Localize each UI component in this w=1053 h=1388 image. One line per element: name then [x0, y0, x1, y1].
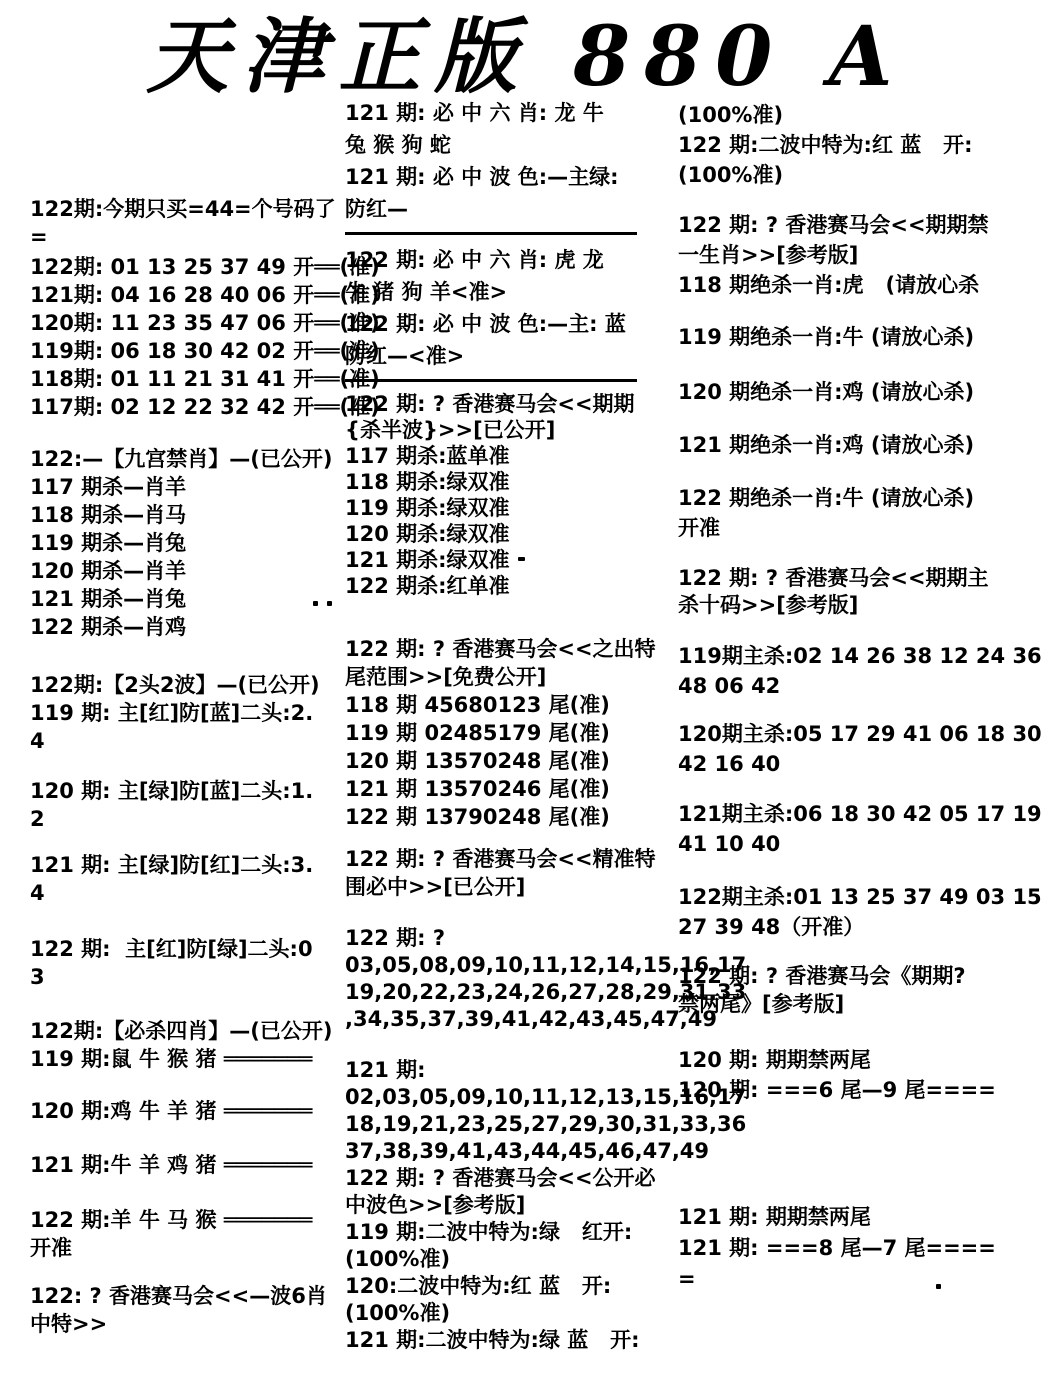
- section: [678, 719, 1053, 779]
- text-line: 120 期: ===6 尾—9 尾====: [678, 1078, 996, 1102]
- text-line: 122 期: ?: [345, 926, 446, 950]
- text-line: 122期: 01 13 25 37 49 开══(准): [30, 255, 380, 279]
- section: [30, 777, 344, 833]
- text-line: 02,03,05,09,10,11,12,13,15,16,17: [345, 1085, 747, 1109]
- section: [345, 1057, 747, 1165]
- text-line: 122 期: 必 中 六 肖: 虎 龙: [345, 248, 604, 272]
- text-line: 牛 猪 狗 羊<准>: [345, 280, 508, 304]
- text-line: 122期:【必杀四肖】—(已公开): [30, 1019, 333, 1043]
- section: [345, 1165, 656, 1354]
- text-line: 118期: 01 11 21 31 41 开══(准): [30, 367, 380, 391]
- text-line: 122:—【九宫禁肖】—(已公开): [30, 447, 333, 471]
- text-line: 尾范围>>[免费公开]: [345, 665, 547, 689]
- section: [30, 1206, 344, 1262]
- text-line: 117 期杀:蓝单准: [345, 444, 510, 468]
- text-line: 122 期:二波中特为:红 蓝 开:: [678, 133, 973, 157]
- text-line: 122期主杀:01 13 25 37 49 03 15: [678, 885, 1042, 909]
- text-line: 122: ? 香港赛马会<<—波6肖: [30, 1284, 327, 1308]
- text-line: 119 期 02485179 尾(准): [345, 721, 610, 745]
- section: [678, 565, 1053, 619]
- text-line: 121 期:二波中特为:绿 蓝 开:: [345, 1328, 640, 1352]
- text-line: 119期主杀:02 14 26 38 12 24 36: [678, 644, 1042, 668]
- ink-speck: [313, 601, 318, 606]
- text-line: 122期:今期只买=44=个号码了: [30, 197, 336, 221]
- section: [678, 483, 1053, 543]
- text-line: 121 期: 主[绿]防[红]二头:3.: [30, 853, 314, 877]
- text-line: =: [678, 1267, 696, 1291]
- text-line: 118 期绝杀一肖:虎 (请放心杀: [678, 273, 980, 297]
- text-line: 121 期: 必 中 六 肖: 龙 牛: [345, 101, 604, 125]
- text-line: 118 期杀—肖马: [30, 503, 187, 527]
- text-line: (100%准): [678, 163, 784, 187]
- section: [30, 445, 344, 641]
- text-line: 48 06 42: [678, 674, 781, 698]
- text-line: {杀半波}>>[已公开]: [345, 418, 556, 442]
- text-line: 杀十码>>[参考版]: [678, 593, 859, 617]
- text-line: 开准: [678, 516, 720, 540]
- text-line: 117 期杀—肖羊: [30, 475, 187, 499]
- section: [345, 925, 747, 1033]
- text-line: 122 期: ? 香港赛马会<<精准特: [345, 847, 656, 871]
- right-column: [678, 100, 1053, 1295]
- text-line: 118 期杀:绿双准: [345, 470, 510, 494]
- text-line: 121 期:: [345, 1058, 426, 1082]
- text-line: 122 期杀:红单准: [345, 574, 510, 598]
- text-line: =: [30, 225, 48, 249]
- ink-speck: [327, 601, 332, 606]
- text-line: 121 期杀:绿双准: [345, 548, 510, 572]
- text-line: 121 期 13570246 尾(准): [345, 777, 610, 801]
- text-line: 119 期:二波中特为:绿 红开:: [345, 1220, 633, 1244]
- text-line: 122 期: 必 中 波 色:—主: 蓝: [345, 312, 626, 336]
- text-line: 3: [30, 965, 45, 989]
- text-line: 120期主杀:05 17 29 41 06 18 30: [678, 722, 1042, 746]
- text-line: 122 期绝杀一肖:牛 (请放心杀): [678, 486, 975, 510]
- text-line: 围必中>>[已公开]: [345, 875, 526, 899]
- section: [345, 635, 656, 831]
- text-line: 122 期: ? 香港赛马会<<之出特: [345, 637, 656, 661]
- text-line: 122 期: ? 香港赛马会<<期期主: [678, 566, 989, 590]
- text-line: 4: [30, 729, 45, 753]
- text-line: 42 16 40: [678, 752, 781, 776]
- section: [30, 1017, 344, 1073]
- text-line: 121 期绝杀一肖:鸡 (请放心杀): [678, 433, 975, 457]
- text-line: 122 期 13790248 尾(准): [345, 805, 610, 829]
- section: [30, 851, 344, 907]
- text-line: 121 期:牛 羊 鸡 猪 ═══════: [30, 1153, 313, 1177]
- section: [345, 97, 649, 225]
- section: [678, 641, 1053, 701]
- text-line: 119 期杀:绿双准: [345, 496, 510, 520]
- section: [30, 1282, 344, 1338]
- section: [678, 430, 1053, 460]
- section: [345, 391, 649, 599]
- text-line: 120 期杀:绿双准: [345, 522, 510, 546]
- text-line: 119 期: 主[红]防[蓝]二头:2.: [30, 701, 314, 725]
- text-line: 4: [30, 881, 45, 905]
- section: [678, 100, 1053, 190]
- text-line: 119 期:鼠 牛 猴 猪 ═══════: [30, 1047, 313, 1071]
- text-line: 122 期: ? 香港赛马会<<期期: [345, 392, 635, 416]
- section: [30, 671, 344, 755]
- text-line: 120:二波中特为:红 蓝 开:: [345, 1274, 612, 1298]
- text-line: 122 期: ? 香港赛马会《期期?: [678, 964, 966, 988]
- section: [30, 1151, 344, 1179]
- text-line: 122期:【2头2波】—(已公开): [30, 673, 320, 697]
- text-line: 防红—: [345, 197, 408, 221]
- text-line: 一生肖>>[参考版]: [678, 243, 859, 267]
- section: [30, 195, 344, 251]
- section: [678, 962, 1053, 1018]
- text-line: 120 期: 主[绿]防[蓝]二头:1.: [30, 779, 314, 803]
- text-line: 122 期: 主[红]防[绿]二头:0: [30, 937, 313, 961]
- text-line: 120 期:鸡 牛 羊 猪 ═══════: [30, 1099, 313, 1123]
- text-line: (100%准): [345, 1301, 451, 1325]
- text-line: 19,20,22,23,24,26,27,28,29,31,33: [345, 980, 747, 1004]
- section: [30, 1097, 344, 1125]
- text-line: 中波色>>[参考版]: [345, 1193, 526, 1217]
- section: [678, 377, 1053, 407]
- section: [678, 882, 1053, 942]
- section: [678, 1202, 1053, 1295]
- text-line: 120 期绝杀一肖:鸡 (请放心杀): [678, 380, 975, 404]
- ink-speck: [518, 557, 525, 561]
- section: [678, 799, 1053, 859]
- section: [678, 322, 1053, 352]
- text-line: 122 期: ? 香港赛马会<<期期禁: [678, 213, 989, 237]
- text-line: 121 期: 必 中 波 色:—主绿:: [345, 165, 619, 189]
- text-line: 2: [30, 807, 45, 831]
- text-line: 120 期 13570248 尾(准): [345, 749, 610, 773]
- text-line: 122 期杀—肖鸡: [30, 615, 187, 639]
- text-line: (100%准): [345, 1247, 451, 1271]
- section: [345, 244, 649, 372]
- text-line: 120期: 11 23 35 47 06 开══(准): [30, 311, 380, 335]
- text-line: 121 期: 期期禁两尾: [678, 1205, 871, 1229]
- text-line: 18,19,21,23,25,27,29,30,31,33,36: [345, 1112, 747, 1136]
- text-line: 防红—<准>: [345, 344, 465, 368]
- text-line: 118 期 45680123 尾(准): [345, 693, 610, 717]
- text-line: 120 期杀—肖羊: [30, 559, 187, 583]
- section: [30, 935, 344, 991]
- text-line: 117期: 02 12 22 32 42 开══(准): [30, 395, 380, 419]
- text-line: 27 39 48（开准）: [678, 915, 865, 939]
- text-line: 121 期杀—肖兔: [30, 587, 187, 611]
- section: [678, 1045, 1053, 1105]
- text-line: ,34,35,37,39,41,42,43,45,47,49: [345, 1007, 718, 1031]
- separator-line: [345, 379, 637, 382]
- text-line: 开准: [30, 1236, 72, 1260]
- text-line: 121期: 04 16 28 40 06 开══(准): [30, 283, 380, 307]
- section: [678, 210, 1053, 300]
- text-line: 119期: 06 18 30 42 02 开══(准): [30, 339, 380, 363]
- ink-speck: [936, 1284, 941, 1289]
- section: [30, 253, 380, 421]
- text-line: 122 期: ? 香港赛马会<<公开必: [345, 1166, 656, 1190]
- section: [345, 845, 656, 901]
- text-line: 兔 猴 狗 蛇: [345, 133, 451, 157]
- text-line: 120 期: 期期禁两尾: [678, 1048, 871, 1072]
- separator-line: [345, 232, 637, 235]
- left-column: [30, 195, 380, 1338]
- text-line: 37,38,39,41,43,44,45,46,47,49: [345, 1139, 710, 1163]
- text-line: 121 期: ===8 尾—7 尾====: [678, 1236, 996, 1260]
- text-line: 中特>>: [30, 1312, 108, 1336]
- text-line: 03,05,08,09,10,11,12,14,15,16,17: [345, 953, 747, 977]
- text-line: 122 期:羊 牛 马 猴 ═══════: [30, 1208, 313, 1232]
- text-line: 119 期杀—肖兔: [30, 531, 187, 555]
- text-line: 119 期绝杀一肖:牛 (请放心杀): [678, 325, 975, 349]
- text-line: 禁两尾》[参考版]: [678, 992, 845, 1016]
- text-line: 41 10 40: [678, 832, 781, 856]
- text-line: (100%准): [678, 103, 784, 127]
- page-title: 天津正版 880 A: [146, 9, 907, 105]
- text-line: 121期主杀:06 18 30 42 05 17 19: [678, 802, 1042, 826]
